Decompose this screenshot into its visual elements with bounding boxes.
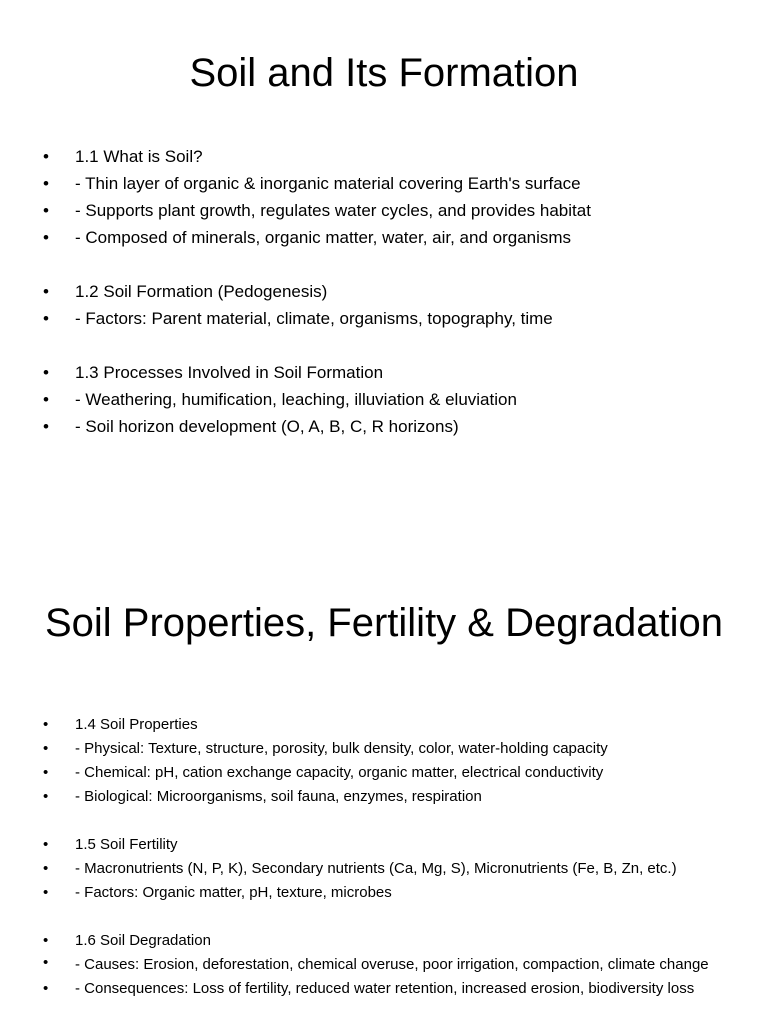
list-item: • - Soil horizon development (O, A, B, C, R horizons)	[0, 413, 740, 440]
list-item: • - Composed of minerals, organic matter, water, air, and organisms	[0, 224, 740, 251]
list-item: • - Thin layer of organic & inorganic material covering Earth's surface	[0, 170, 740, 197]
bullet-icon: •	[43, 228, 49, 247]
bullet-icon: •	[43, 390, 49, 409]
bullet-icon: •	[43, 954, 49, 971]
list-item: • - Causes: Erosion, deforestation, chemical overuse, poor irrigation, compaction, climate change	[43, 954, 709, 973]
slide-title: Soil and Its Formation	[189, 51, 579, 95]
bullet-icon: •	[43, 764, 49, 781]
bullet-icon: •	[43, 716, 49, 733]
list-item: • 1.3 Processes Involved in Soil Formation	[0, 359, 740, 386]
bullet-icon: •	[43, 174, 49, 193]
bullet-icon: •	[43, 884, 49, 901]
bullet-icon: •	[43, 309, 49, 328]
bullet-icon: •	[43, 417, 49, 436]
list-item: • - Weathering, humification, leaching, illuviation & eluviation	[0, 386, 740, 413]
bullet-icon: •	[43, 363, 49, 382]
list-item: • 1.5 Soil Fertility	[0, 833, 740, 857]
list-item: • 1.1 What is Soil?	[0, 143, 740, 170]
list-item: • - Supports plant growth, regulates water cycles, and provides habitat	[0, 197, 740, 224]
list-item: • 1.4 Soil Properties	[0, 713, 740, 737]
slide-title: Soil Properties, Fertility & Degradation	[44, 601, 724, 645]
bullet-icon: •	[43, 860, 49, 877]
list-item: • - Macronutrients (N, P, K), Secondary nutrients (Ca, Mg, S), Micronutrients (Fe, B, Zn, etc.)	[0, 857, 740, 881]
list-item: • - Physical: Texture, structure, porosity, bulk density, color, water-holding capacity	[0, 737, 740, 761]
list-item: • - Factors: Parent material, climate, organisms, topography, time	[0, 305, 740, 332]
bullet-list	[0, 143, 740, 440]
bullet-icon: •	[43, 282, 49, 301]
bullet-list	[0, 713, 740, 1001]
bullet-icon: •	[43, 980, 49, 997]
list-item: • - Consequences: Loss of fertility, reduced water retention, increased erosion, biodiversity loss	[0, 977, 740, 1001]
bullet-icon: •	[43, 740, 49, 757]
list-item: • - Biological: Microorganisms, soil fauna, enzymes, respiration	[0, 785, 740, 809]
bullet-icon: •	[43, 147, 49, 166]
list-item: • - Chemical: pH, cation exchange capacity, organic matter, electrical conductivity	[0, 761, 740, 785]
list-item: • - Factors: Organic matter, pH, texture, microbes	[0, 881, 740, 905]
bullet-icon: •	[43, 788, 49, 805]
bullet-icon: •	[43, 201, 49, 220]
slide-soil-properties	[0, 512, 768, 1024]
bullet-icon: •	[43, 836, 49, 853]
list-item: • 1.2 Soil Formation (Pedogenesis)	[0, 278, 740, 305]
list-item: • 1.6 Soil Degradation	[0, 929, 740, 953]
bullet-icon: •	[43, 932, 49, 949]
